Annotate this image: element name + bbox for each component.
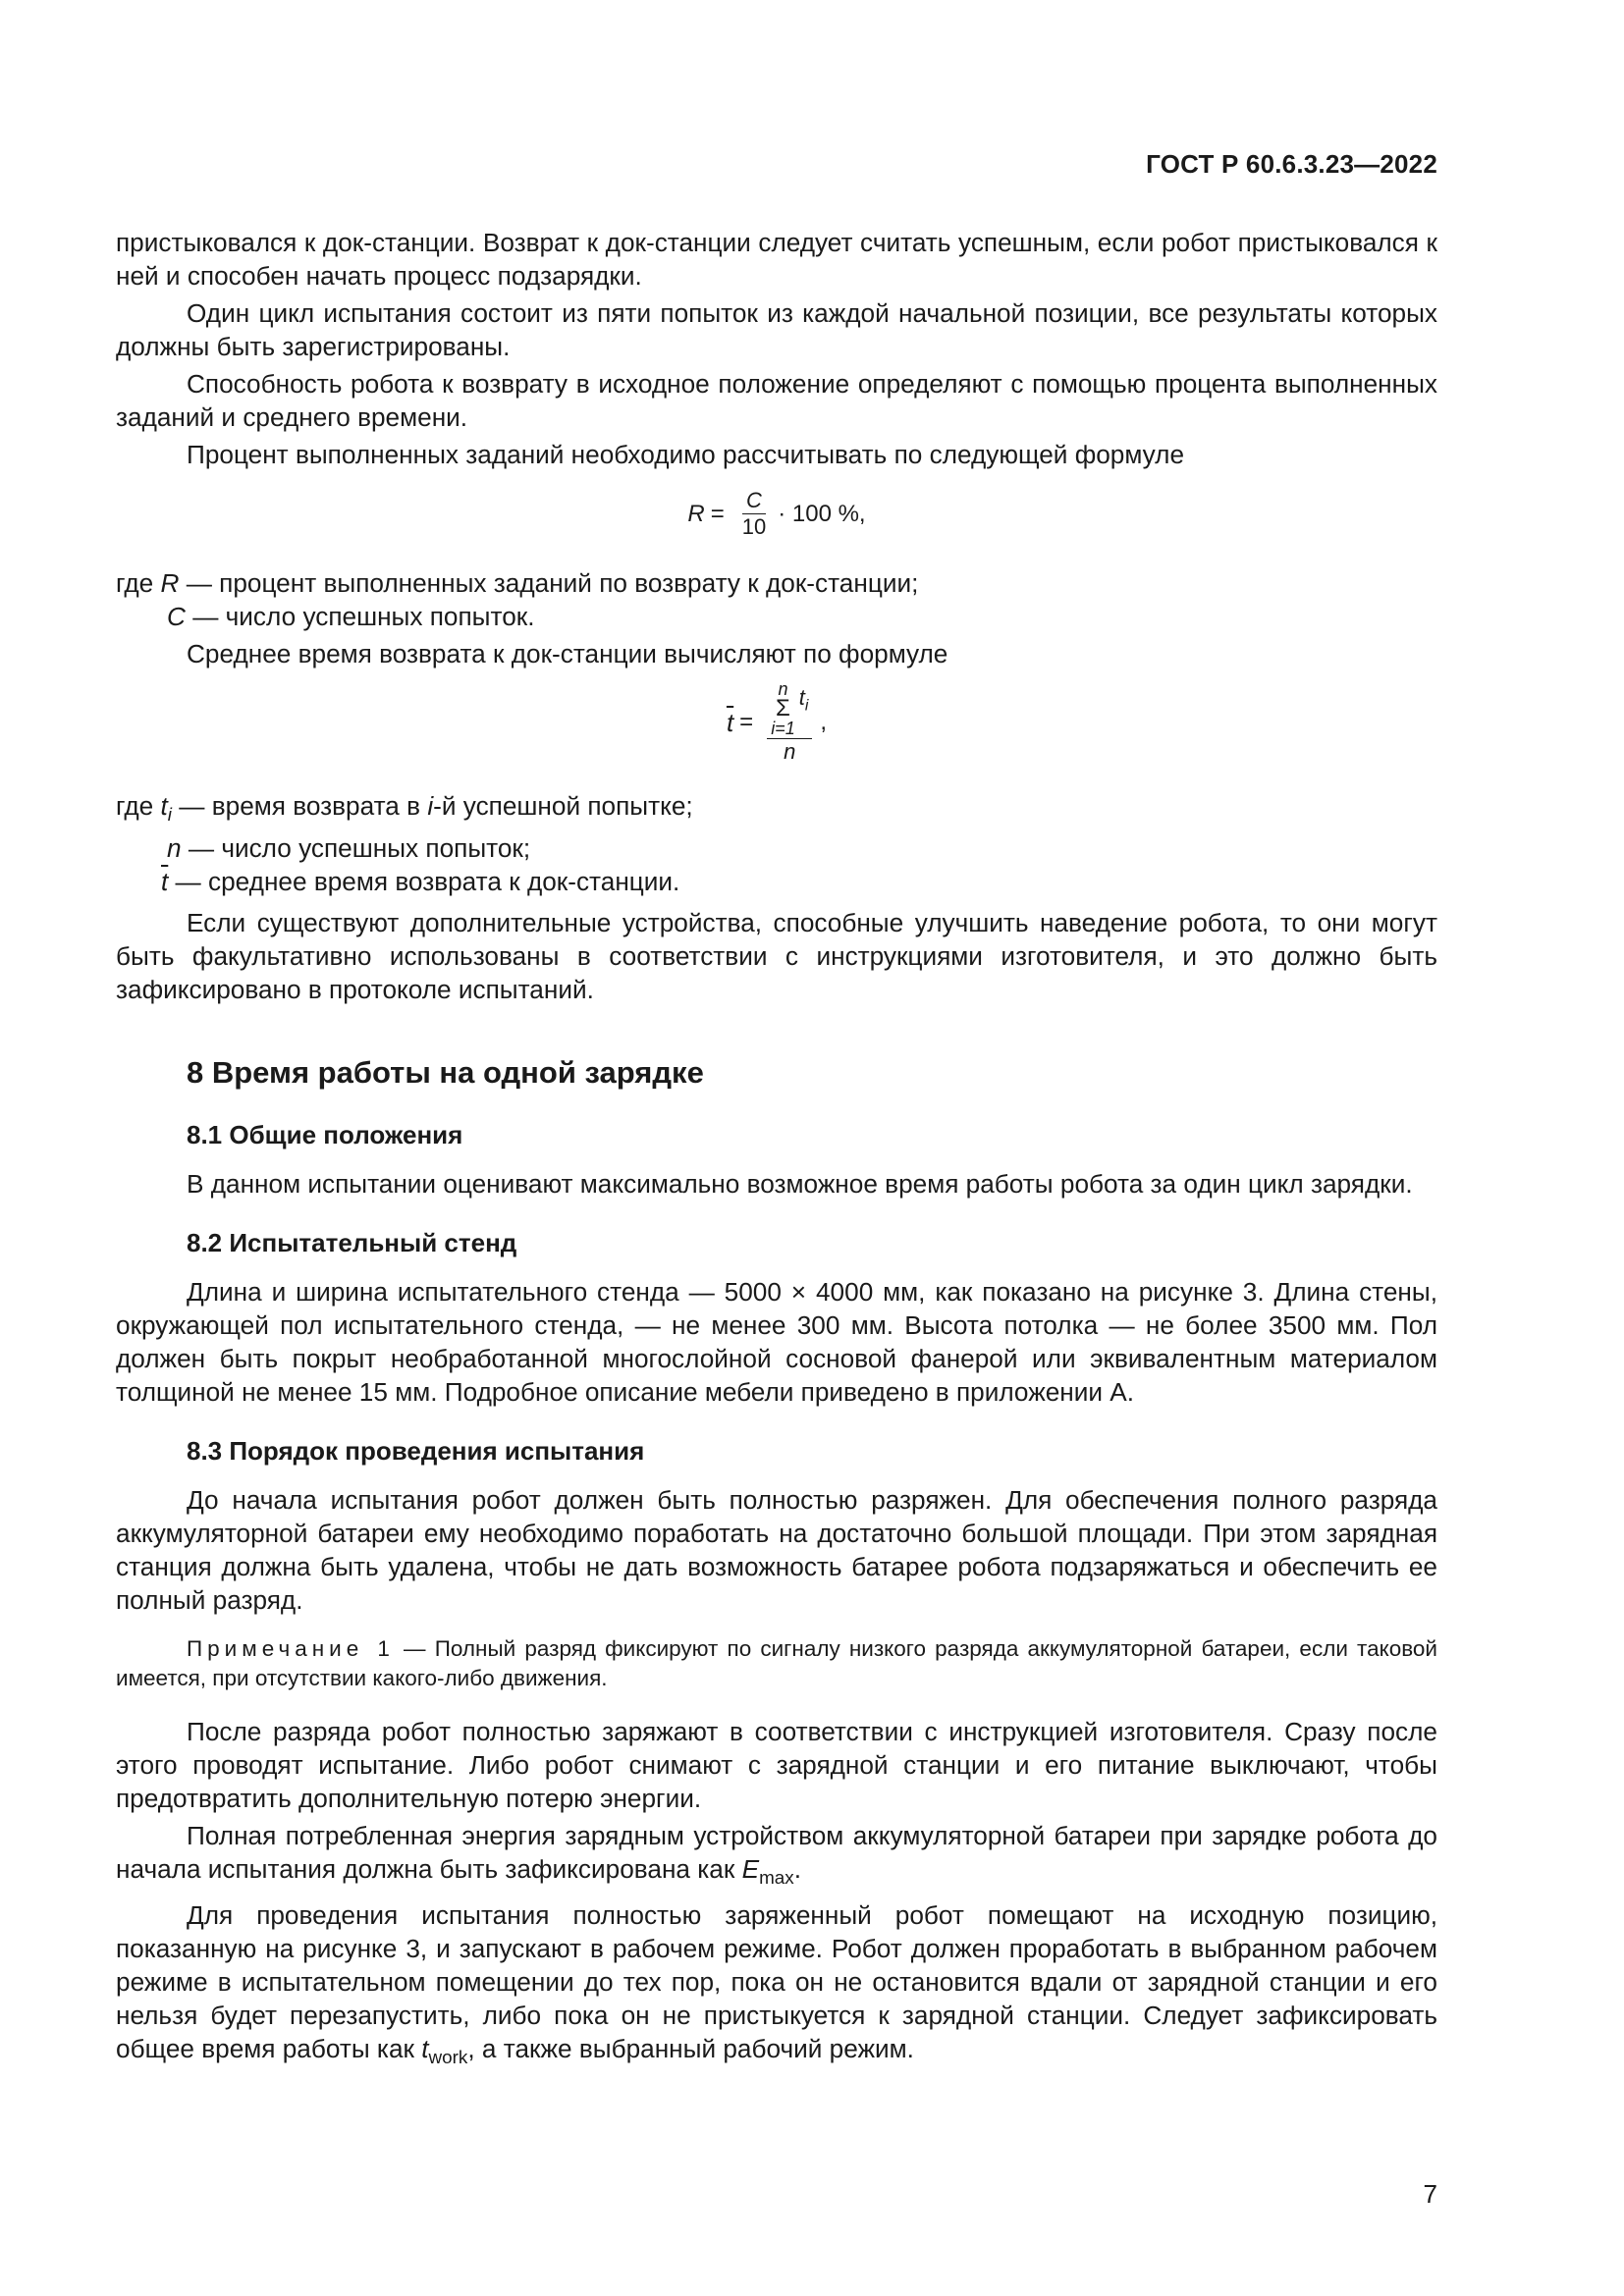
formula-equals-2: =: [739, 708, 754, 735]
section-8-2-text: Длина и ширина испытательного стенда — 5000 × 4000 мм, как показано на рисунке 3. Длина стены, окружающей пол испытательного стенда, — не менее 300 мм. Высота потолка — не более 3500 мм. Пол должен быть покрыт необработанной многослойной сосновой фанерой или эквивалентным материалом толщиной не менее 15 мм. Подробное описание мебели приведено в приложении А.: [116, 1277, 1437, 1408]
formula-numerator: C: [742, 489, 766, 514]
sum-term: $t_i$: [798, 684, 809, 714]
section-8-3-paragraph-3: Полная потребленная энергия зарядным устройством аккумуляторной батареи при зарядке робота до начала испытания должна быть зафиксирована как $E_{max}$.: [116, 1821, 1437, 1889]
note-text: — Полный разряд фиксируют по сигналу низкого разряда аккумуляторной батареи, если таковой имеется, при отсутствии какого-либо движения.: [116, 1636, 1438, 1691]
where-prefix: где: [116, 568, 161, 598]
formula-fraction-2: [767, 680, 812, 764]
sum-operator: [771, 680, 795, 737]
formula-fraction: [738, 489, 770, 539]
formula-sum-numerator: [767, 680, 812, 739]
formula-lhs-tbar: $\overline{t}$: [726, 707, 734, 737]
symbol-c: C: [167, 602, 186, 631]
where-prefix-2: где: [116, 791, 161, 821]
document-id-header: ГОСТ Р 60.6.3.23—2022: [1146, 149, 1437, 179]
section-8-2-title: 8.2 Испытательный стенд: [187, 1228, 517, 1258]
where-ti-definition: где $t_i$ — время возврата в i-й успешной попытке;: [116, 791, 693, 826]
sigma-symbol: Σ: [776, 695, 790, 721]
section-8-1-title: 8.1 Общие положения: [187, 1120, 463, 1150]
formula-rhs: · 100 %,: [778, 500, 866, 527]
where-r-definition: [116, 566, 1437, 600]
symbol-r: R: [160, 568, 180, 598]
paragraph-mean-time-intro: Среднее время возврата к док-станции вычисляют по формуле: [187, 639, 948, 668]
paragraph-docking-success: пристыковался к док-станции. Возврат к док-станции следует считать успешным, если робот пристыковался к ней и способен начать процесс подзарядки.: [116, 228, 1437, 291]
formula-percent-completed: [116, 489, 1437, 539]
section-8-1-text: В данном испытании оценивают максимально возможное время работы робота за один цикл зарядки.: [187, 1169, 1413, 1200]
paragraph-percent-formula-intro: Процент выполненных заданий необходимо рассчитывать по следующей формуле: [187, 440, 1185, 469]
where-n-definition: n — число успешных попыток;: [167, 833, 531, 864]
section-8-3-paragraph-1: До начала испытания робот должен быть полностью разряжен. Для обеспечения полного разряда аккумуляторной батареи ему необходимо поработать на достаточно большой площади. При этом зарядная станция должна быть удалена, чтобы не дать возможность батарее робота подзаряжаться и обеспечить ее полный разряд.: [116, 1485, 1437, 1616]
where-tbar-definition: $\overline{t}$ — среднее время возврата к док-станции.: [161, 867, 680, 897]
sum-upper-limit: n: [778, 679, 788, 699]
section-8-3-paragraph-4: Для проведения испытания полностью заряженный робот помещают на исходную позицию, показанную на рисунке 3, и запускают в рабочем режиме. Робот должен проработать в выбранном рабочем режиме в испытательном помещении до тех пор, пока он не остановится вдали от зарядной станции и его нельзя будет перезапустить, либо пока он не пристыкуется к зарядной станции. Следует зафиксировать общее время работы как $t_{work}$, а также выбранный рабочий режим.: [116, 1900, 1437, 2068]
note-label: Примечание 1: [187, 1636, 395, 1662]
symbol-t-work: t: [421, 2034, 429, 2064]
formula-equals: =: [710, 500, 725, 527]
paragraph-additional-devices: Если существуют дополнительные устройства, способные улучшить наведение робота, то они могут быть факультативно использованы в соответствии с инструкциями изготовителя, и это должно быть зафиксировано в протоколе испытаний.: [116, 908, 1437, 1005]
where-c-text: — число успешных попыток.: [185, 602, 535, 631]
formula-denominator-n: n: [784, 739, 796, 764]
paragraph-test-cycle: Один цикл испытания состоит из пяти попыток из каждой начальной позиции, все результаты которых должны быть зарегистрированы.: [116, 298, 1437, 361]
symbol-ti: $t_i$: [160, 791, 172, 826]
document-body: [116, 226, 1437, 2079]
page-number: 7: [1423, 2179, 1437, 2209]
formula-mean-time: [116, 680, 1437, 764]
sum-lower-limit: i=1: [771, 719, 795, 738]
section-8-3-title: 8.3 Порядок проведения испытания: [187, 1436, 645, 1467]
symbol-tbar: $\overline{t}$: [161, 867, 169, 897]
where-c-definition: [116, 600, 1437, 633]
symbol-n: n: [167, 833, 182, 864]
paragraph-return-ability: Способность робота к возврату в исходное положение определяют с помощью процента выполненных заданий и среднего времени.: [116, 369, 1437, 432]
section-8-3-paragraph-2: После разряда робот полностью заряжают в соответствии с инструкцией изготовителя. Сразу после этого проводят испытание. Либо робот снимают с зарядной станции и его питание выключают, чтобы предотвратить дополнительную потерю энергии.: [116, 1717, 1437, 1814]
note-1: [116, 1634, 1437, 1693]
formula-denominator: 10: [741, 514, 767, 539]
section-8-title: 8 Время работы на одной зарядке: [187, 1055, 704, 1091]
formula-lhs-r: R: [687, 500, 705, 527]
where-r-text: — процент выполненных заданий по возврату к док-станции;: [179, 568, 919, 598]
symbol-e-max: E: [741, 1854, 760, 1885]
formula-tail: ,: [820, 708, 828, 735]
